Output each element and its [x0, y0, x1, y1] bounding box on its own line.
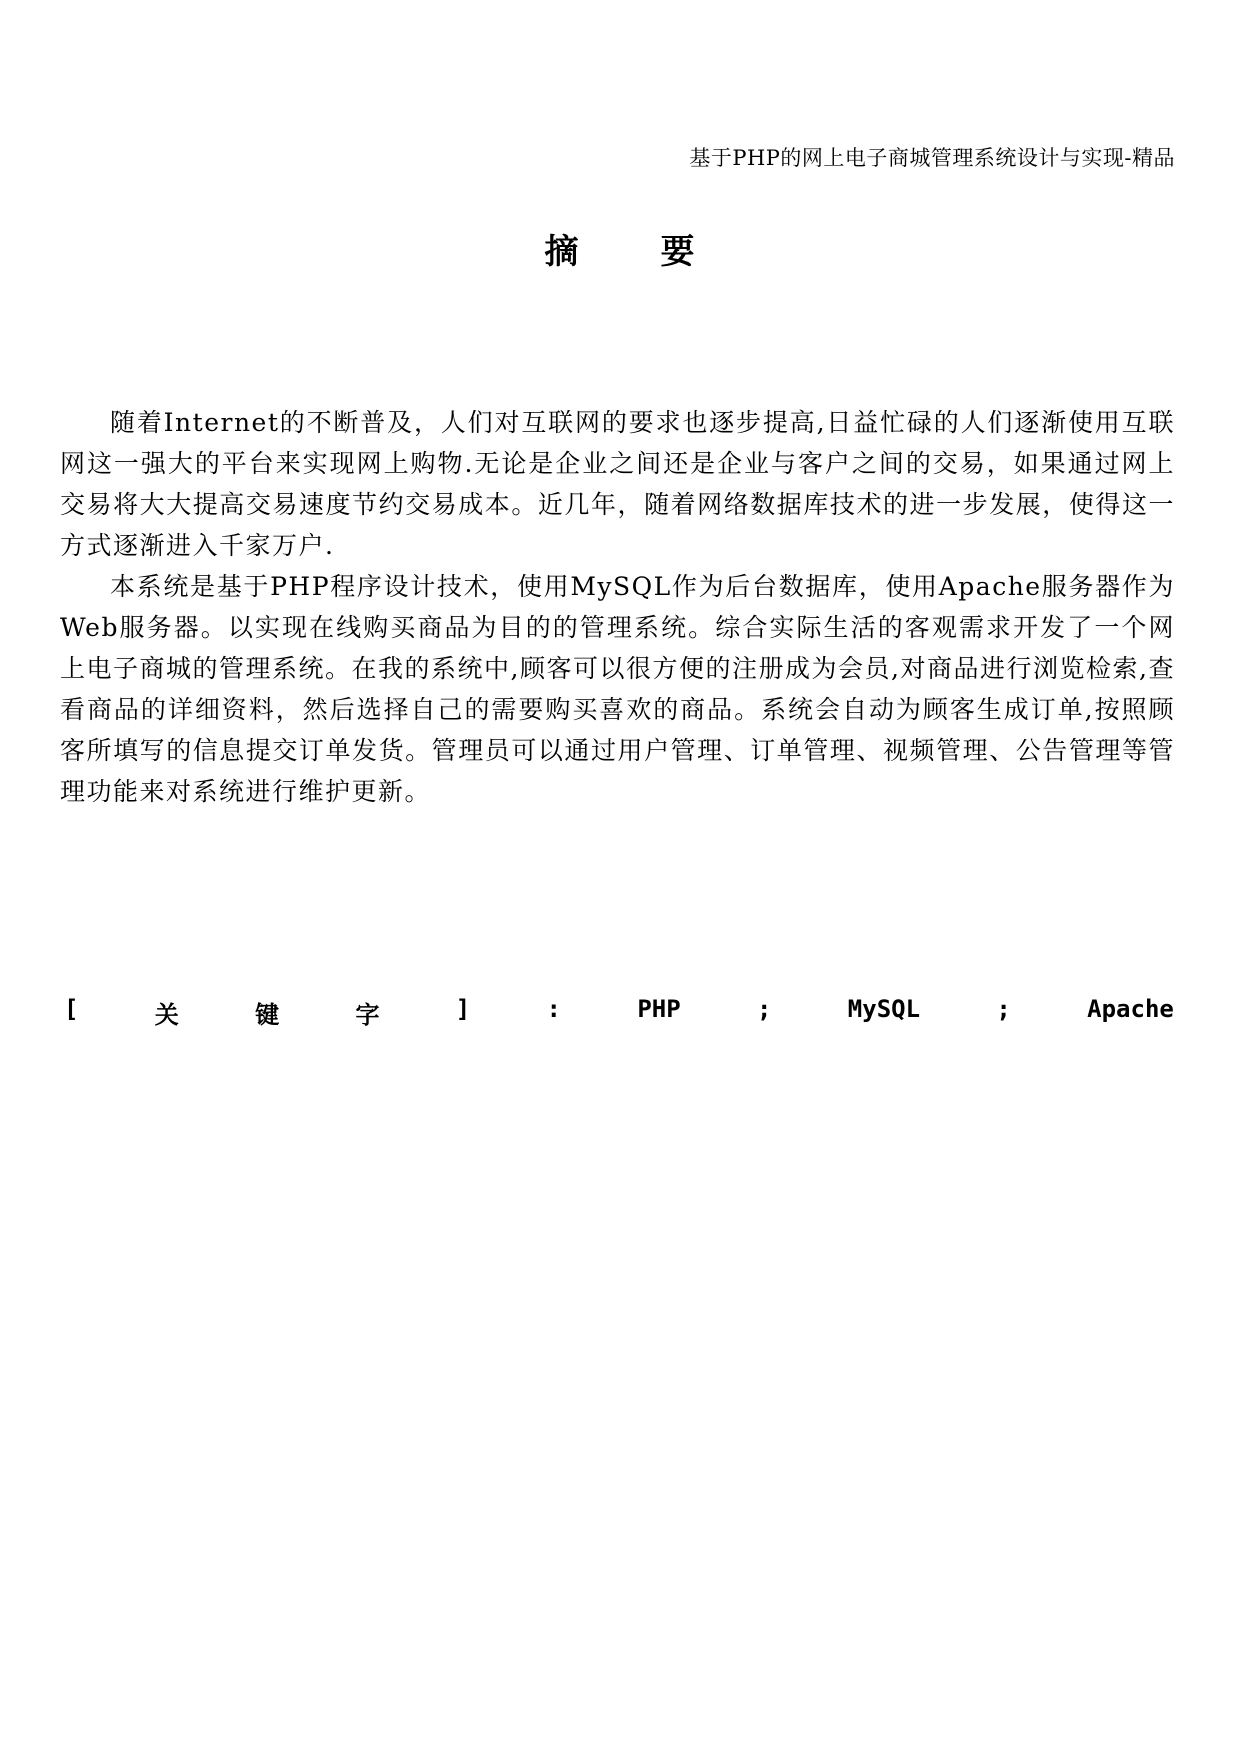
abstract-body [60, 402, 1175, 812]
keywords-label-char: 键 [255, 1001, 280, 1029]
keyword-apache: Apache [1087, 995, 1174, 1023]
keyword-php: PHP [637, 995, 681, 1023]
running-header: 基于PHP的网上电子商城管理系统设计与实现-精品 [689, 146, 1175, 170]
keywords-colon: : [546, 995, 561, 1023]
keywords-close-bracket: ] [455, 995, 471, 1023]
keywords-label-char: 关 [154, 1001, 179, 1029]
keyword-mysql: MySQL [847, 995, 921, 1023]
abstract-paragraph: 随着Internet的不断普及，人们对互联网的要求也逐步提高,日益忙碌的人们逐渐使用互联网这一强大的平台来实现网上购物.无论是企业之间还是企业与客户之间的交易，如果通过网上交易将大大提高交易速度节约交易成本。近几年，随着网络数据库技术的进一步发展，使得这一方式逐渐进入千家万户. [60, 408, 1175, 560]
keywords-separator: ; [757, 995, 772, 1023]
abstract-title [0, 224, 1241, 273]
keywords-line [64, 995, 1174, 1030]
keywords-separator: ; [996, 995, 1011, 1023]
abstract-title-char: 要 [660, 232, 697, 272]
abstract-title-char: 摘 [544, 232, 581, 272]
keywords-open-bracket: [ [64, 995, 79, 1023]
abstract-paragraph: 本系统是基于PHP程序设计技术，使用MySQL作为后台数据库，使用Apache服务器作为Web服务器。以实现在线购买商品为目的的管理系统。综合实际生活的客观需求开发了一个网上电子商城的管理系统。在我的系统中,顾客可以很方便的注册成为会员,对商品进行浏览检索,查看商品的详细资料，然后选择自己的需要购买喜欢的商品。系统会自动为顾客生成订单,按照顾客所填写的信息提交订单发货。管理员可以通过用户管理、订单管理、视频管理、公告管理等管理功能来对系统进行维护更新。 [60, 572, 1175, 806]
keywords-label-char: 字 [355, 1001, 380, 1029]
